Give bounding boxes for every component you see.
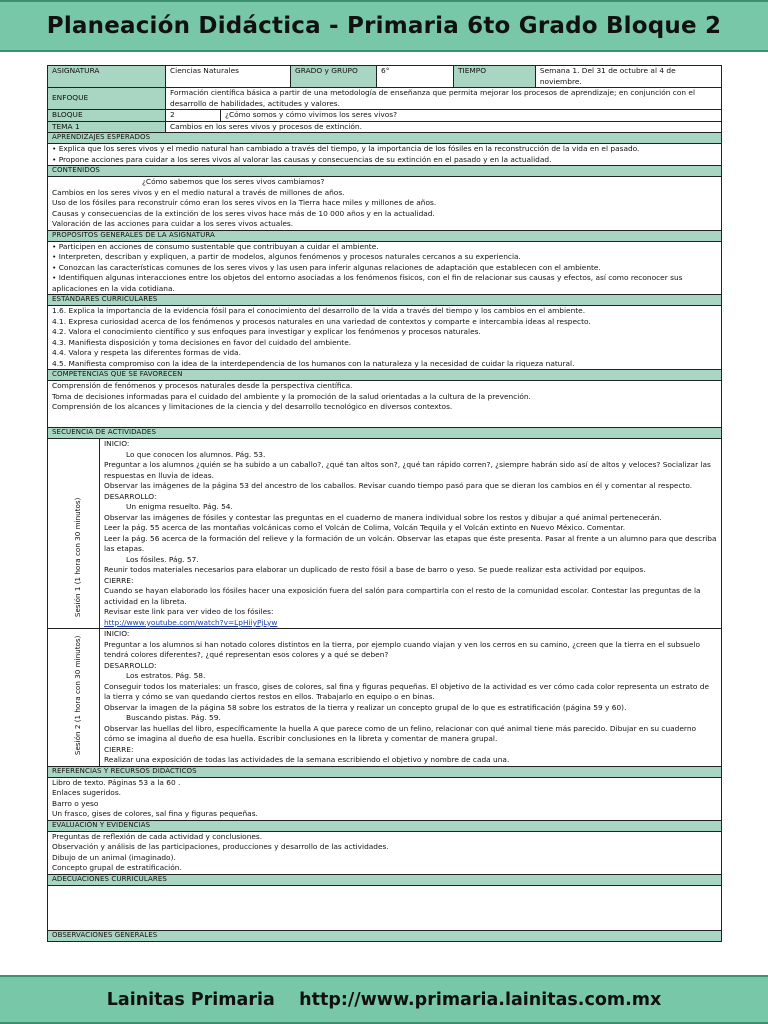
tiempo-value: Semana 1. Del 31 de octubre al 4 de noviembre. [539, 66, 676, 86]
session-2-label-cell [48, 629, 100, 767]
bloque-number: 2 [166, 110, 221, 122]
competencias-body [48, 381, 722, 428]
bloque-value: ¿Cómo somos y cómo vivimos los seres vivos? [221, 110, 722, 122]
session-2-label: Sesión 2 (1 hora con 30 minutos) [72, 635, 82, 755]
contenidos-body [48, 177, 722, 231]
aprendizajes-body [48, 144, 722, 166]
phase-heading: DESARROLLO: [104, 660, 157, 670]
list-item: Uso de los fósiles para reconstruir cómo eran los seres vivos en la Tierra hace miles y millones de años. [52, 198, 437, 208]
estandares-body [48, 306, 722, 370]
list-item: Realizar una exposición de todas las actividades de la semana escribiendo el objetivo y nombre de cada una. [104, 755, 510, 765]
tiempo-label: TIEMPO [454, 66, 536, 87]
referencias-body [48, 777, 722, 820]
session-1-label-cell [48, 439, 100, 629]
evaluacion-body [48, 831, 722, 874]
list-item: Preguntar a los alumnos si han notado colores distintos en la tierra, por ejemplo cuando viajan y ven los cerros en su camino, ¿creen que la tierra en el subsuelo tendrá colores diferentes?, ¿qué representan esos colores y a qué se deben? [104, 639, 701, 660]
list-item: Preguntas de reflexión de cada actividad y conclusiones. [52, 831, 263, 841]
list-item: 4.5. Manifiesta compromiso con la idea de la interdependencia de los humanos con la naturaleza y la necesidad de cuidar la riqueza natural. [52, 358, 575, 368]
list-item: Cambios en los seres vivos y en el medio natural a través de millones de años. [52, 187, 345, 197]
list-item: Revisar este link para ver video de los fósiles: [104, 607, 274, 617]
enfoque-label: ENFOQUE [48, 88, 166, 110]
contenidos-header: CONTENIDOS [48, 166, 722, 177]
competencias-header: COMPETENCIAS QUE SE FAVORECEN [48, 370, 722, 381]
phase-heading: INICIO: [104, 439, 130, 448]
header-banner [0, 0, 768, 52]
footer-banner [0, 975, 768, 1024]
enfoque-value: Formación científica básica a partir de una metodología de enseñanza que permita mejorar los procesos de aprendizaje; en conjunción con el desarrollo de habilidades, actitudes y valores. [166, 88, 722, 110]
page-title: Planeación Didáctica - Primaria 6to Grado Bloque 2 [46, 13, 722, 39]
list-item: Barro o yeso [52, 798, 99, 808]
fossil-video-link[interactable]: http://www.youtube.com/watch?v=LpHiiyPjLyw [104, 617, 278, 627]
activity-subtitle: Un enigma resuelto. Pág. 54. [126, 502, 233, 512]
session-2-body [100, 629, 722, 767]
list-item: Conseguir todos los materiales: un frasco, gises de colores, sal fina y figuras pequeñas. El objetivo de la actividad es ver cómo cada color representa un estrato de la tierra y cómo se van quedando ciertos restos en ellos. Trabajarlo en equipo o en binas. [104, 681, 710, 702]
tiempo-cell [454, 66, 722, 88]
list-item: • Propone acciones para cuidar a los seres vivos al valorar las causas y consecuencias de su extinción en el pasado y en la actualidad. [52, 154, 552, 164]
aprendizajes-header: APRENDIZAJES ESPERADOS [48, 133, 722, 144]
list-item: 4.2. Valora el conocimiento científico y sus enfoques para investigar y explicar los fenómenos y procesos naturales. [52, 327, 481, 337]
adecuaciones-header: ADECUACIONES CURRICULARES [48, 874, 722, 885]
list-item: Comprensión de fenómenos y procesos naturales desde la perspectiva científica. [52, 381, 353, 391]
phase-heading: CIERRE: [104, 575, 134, 585]
adecuaciones-body [48, 885, 722, 930]
referencias-header: REFERENCIAS Y RECURSOS DIDÁCTICOS [48, 766, 722, 777]
asignatura-label: ASIGNATURA [48, 66, 166, 88]
list-item: • Conozcan las características comunes de los seres vivos y las usen para inferir algunas relaciones de adaptación que establecen con el ambiente. [52, 262, 601, 272]
lesson-plan-sheet [47, 65, 721, 942]
list-item: Preguntar a los alumnos ¿quién se ha subido a un caballo?, ¿qué tan altos son?, ¿qué tan rápido corren?, ¿siempre habrán sido así de altos y veloces? Socializar las respuestas en lluvia de ideas. [104, 460, 711, 480]
list-item: Observar las imágenes de fósiles y contestar las preguntas en el cuaderno de manera individual sobre los restos y dibujar a qué animal pertenecerán. [104, 512, 662, 522]
list-item: Valoración de las acciones para cuidar a los seres vivos actuales. [52, 219, 294, 229]
grado-label: GRADO y GRUPO [291, 66, 377, 88]
list-item: Observar las huellas del libro, específicamente la huella A que parece como de un felino, relacionar con qué animal tiene más parecido. Dibujar en su cuaderno cómo se imagina al dueño de esa huella. Escribir conclusiones en la libreta y comentar de manera grupal. [104, 723, 697, 744]
list-item: 4.3. Manifiesta disposición y toma decisiones en favor del cuidado del ambiente. [52, 337, 352, 347]
session-1-row [48, 439, 722, 629]
footer-text: Lainitas Primaria http://www.primaria.lainitas.com.mx [106, 989, 662, 1010]
list-item: Leer la pág. 55 acerca de las montañas volcánicas como el Volcán de Colima, Volcán Tequila y el Volcán extinto en Nuevo México. Comentar. [104, 523, 626, 533]
list-item: 4.1. Expresa curiosidad acerca de los fenómenos y procesos naturales en una variedad de contextos y comparte e intercambia ideas al respecto. [52, 316, 591, 326]
phase-heading: CIERRE: [104, 744, 134, 754]
list-item: Reunir todos materiales necesarios para elaborar un duplicado de resto fósil a base de barro o yeso. Se puede realizar esta actividad por equipos. [104, 565, 646, 575]
phase-heading: DESARROLLO: [104, 491, 157, 501]
list-item: 1.6. Explica la importancia de la evidencia fósil para el conocimiento del desarrollo de la vida a través del tiempo y los cambios en el ambiente. [52, 306, 586, 316]
bloque-label: BLOQUE [48, 110, 166, 122]
list-item: Observar las imágenes de la página 53 del ancestro de los caballos. Revisar cuando tiempo pasó para que se dieran los cambios en él y comentar al respecto. [104, 481, 693, 491]
list-item: 4.4. Valora y respeta las diferentes formas de vida. [52, 348, 241, 358]
activity-subtitle: Los fósiles. Pág. 57. [126, 554, 199, 564]
list-item: Toma de decisiones informadas para el cuidado del ambiente y la promoción de la salud orientadas a la cultura de la prevención. [52, 391, 531, 401]
session-1-body [100, 439, 722, 629]
session-2-row [48, 629, 722, 767]
list-item: Cuando se hayan elaborado los fósiles hacer una exposición fuera del salón para compartirla con el resto de la comunidad escolar. Contestar las preguntas de la actividad en la libreta. [104, 586, 701, 606]
propositos-body [48, 241, 722, 295]
list-item: Causas y consecuencias de la extinción de los seres vivos hace más de 10 000 años y en la actualidad. [52, 208, 435, 218]
list-item: Leer la pág. 56 acerca de la formación del relieve y la formación de un volcán. Observar las etapas que éste presenta. Pasar al frente a un alumno para que describa las etapas. [104, 533, 717, 554]
activity-subtitle: Buscando pistas. Pág. 59. [126, 713, 221, 723]
list-item: Observar la imagen de la página 58 sobre los estratos de la tierra y realizar un concepto grupal de lo que es estratificación (página 59 y 60). [104, 702, 627, 712]
row-tema [48, 121, 722, 133]
list-item: • Identifiquen algunas interacciones entre los objetos del entorno asociadas a los fenómenos físicos, con el fin de relacionar sus causas y efectos, así como reconocer sus aplicaciones en la vida cotidiana. [52, 273, 683, 293]
list-item: Concepto grupal de estratificación. [52, 863, 182, 873]
lesson-plan-table [47, 65, 722, 942]
activity-subtitle: Los estratos. Pág. 58. [126, 671, 206, 681]
row-enfoque [48, 88, 722, 110]
tema-label: TEMA 1 [48, 121, 166, 133]
list-item: • Participen en acciones de consumo sustentable que contribuyan a cuidar el ambiente. [52, 241, 379, 251]
list-item: • Interpreten, describan y expliquen, a partir de modelos, algunos fenómenos y procesos naturales cercanos a su experiencia. [52, 252, 521, 262]
grado-value: 6° [377, 66, 454, 88]
asignatura-value: Ciencias Naturales [166, 66, 291, 88]
session-1-label: Sesión 1 (1 hora con 30 minutos) [72, 497, 82, 618]
secuencia-header: SECUENCIA DE ACTIVIDADES [48, 428, 722, 439]
list-item: Enlaces sugeridos. [52, 788, 122, 798]
list-item: Un frasco, gises de colores, sal fina y figuras pequeñas. [52, 809, 258, 819]
phase-heading: INICIO: [104, 629, 130, 639]
tema-value: Cambios en los seres vivos y procesos de extinción. [166, 121, 722, 133]
propositos-header: PROPÓSITOS GENERALES DE LA ASIGNATURA [48, 230, 722, 241]
row-asignatura [48, 66, 722, 88]
list-item: Libro de texto. Páginas 53 a la 60 . [52, 777, 181, 787]
list-item: Dibujo de un animal (imaginado). [52, 852, 176, 862]
evaluacion-header: EVALUACIÓN Y EVIDENCIAS [48, 820, 722, 831]
list-item: Observación y análisis de las participaciones, producciones y desarrollo de las actividades. [52, 842, 389, 852]
list-item: • Explica que los seres vivos y el medio natural han cambiado a través del tiempo, y la importancia de los fósiles en la reconstrucción de la vida en el pasado. [52, 144, 640, 154]
estandares-header: ESTÁNDARES CURRICULARES [48, 295, 722, 306]
activity-subtitle: Lo que conocen los alumnos. Pág. 53. [126, 449, 266, 459]
row-bloque [48, 110, 722, 122]
contenidos-question: ¿Cómo sabemos que los seres vivos cambiamos? [142, 177, 325, 186]
observaciones-header: OBSERVACIONES GENERALES [48, 930, 722, 941]
list-item: Comprensión de los alcances y limitaciones de la ciencia y del desarrollo tecnológico en diversos contextos. [52, 402, 453, 412]
